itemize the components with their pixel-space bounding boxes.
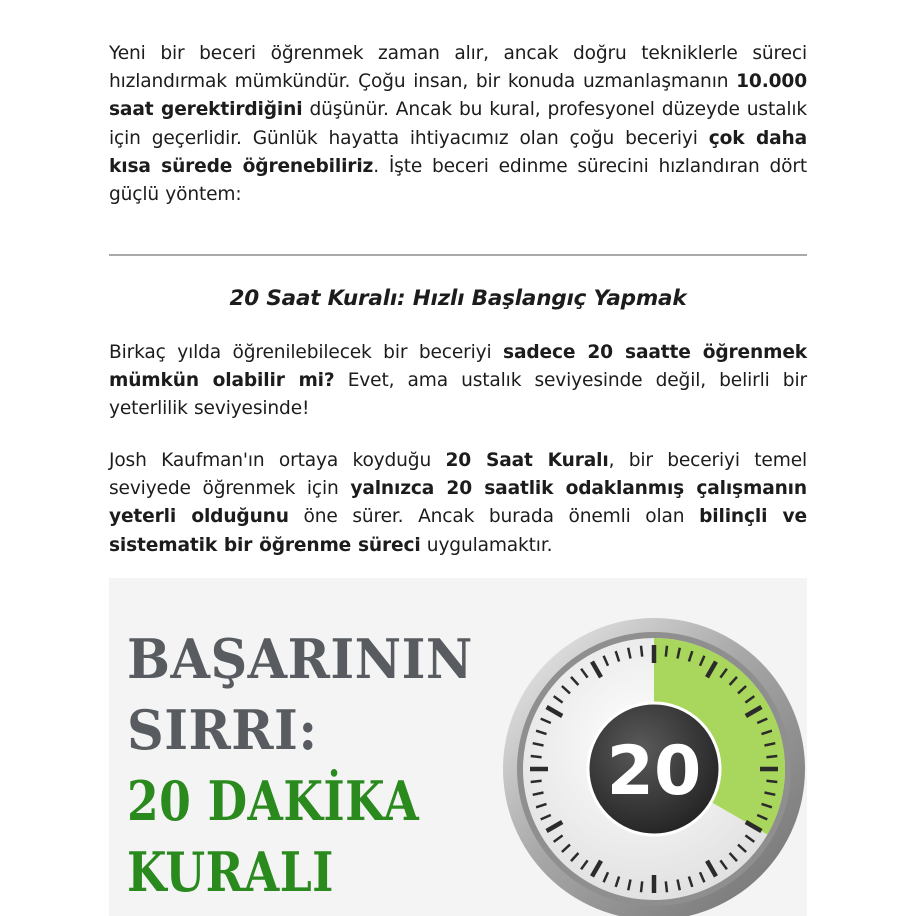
p1-bold-1: sadece 20 saatte öğrenmek mümkün olabilir mi? xyxy=(109,342,807,392)
p1-text-1: Birkaç yılda öğrenilebilecek bir beceriyi xyxy=(109,342,504,363)
banner-line-1: BAŞARININ xyxy=(127,628,473,692)
section-divider xyxy=(109,254,807,256)
stopwatch-minor-tick xyxy=(666,646,667,657)
p2-bold-2: yalnızca 20 saatlik odaklanmış çalışmanın yeterli olduğunu xyxy=(109,478,807,528)
stopwatch-minor-tick xyxy=(766,781,777,782)
intro-paragraph xyxy=(109,40,807,209)
stopwatch-number: 20 xyxy=(606,732,702,811)
stopwatch-minor-tick xyxy=(641,881,642,892)
stopwatch-icon xyxy=(499,614,807,916)
intro-text-3: . İşte beceri edinme sürecini hızlandıran dört güçlü yöntem: xyxy=(109,155,807,206)
stopwatch-minor-tick xyxy=(531,781,542,782)
p2-bold-1: 20 Saat Kuralı xyxy=(445,450,609,471)
stopwatch-minor-tick xyxy=(641,646,642,657)
banner-line-4: KURALI xyxy=(127,841,334,905)
stopwatch-minor-tick xyxy=(766,756,777,757)
p2-text-3: öne sürer. Ancak burada önemli olan xyxy=(288,506,700,528)
intro-bold-1: 10.000 saat gerektirdiğini xyxy=(109,71,807,121)
p1-text-2: Evet, ama ustalık seviyesinde değil, belirli bir yeterlilik seviyesinde! xyxy=(109,370,807,420)
p2-text-1: Josh Kaufman'ın ortaya koyduğu xyxy=(109,450,446,471)
p2-text-4: uygulamaktır. xyxy=(420,534,553,556)
banner-line-3: 20 DAKİKA xyxy=(127,770,420,834)
stopwatch-minor-tick xyxy=(666,881,667,892)
p2-bold-3: bilinçli ve sistematik bir öğrenme süreci xyxy=(109,506,807,556)
section-heading: 20 Saat Kuralı: Hızlı Başlangıç Yapmak xyxy=(229,286,687,311)
section-paragraph-1 xyxy=(109,339,807,424)
stopwatch-minor-tick xyxy=(531,756,542,757)
intro-text-1: Yeni bir beceri öğrenmek zaman alır, ancak doğru tekniklerle süreci hızlandırmak mümkündür. Çoğu insan, bir konuda uzmanlaşmanın xyxy=(109,43,807,93)
section-paragraph-2 xyxy=(109,447,807,560)
intro-text-2: düşünür. Ancak bu kural, profesyonel düzeyde ustalık için geçerlidir. Günlük hayatta ihtiyacımız olan çoğu beceriyi xyxy=(109,99,807,149)
banner-line-2: SIRRI: xyxy=(127,699,318,763)
banner-image xyxy=(109,578,807,916)
p2-text-2: , bir beceriyi temel seviyede öğrenmek için xyxy=(109,450,807,500)
intro-bold-2: çok daha kısa sürede öğrenebiliriz xyxy=(109,127,808,177)
stopwatch-svg xyxy=(499,614,807,916)
